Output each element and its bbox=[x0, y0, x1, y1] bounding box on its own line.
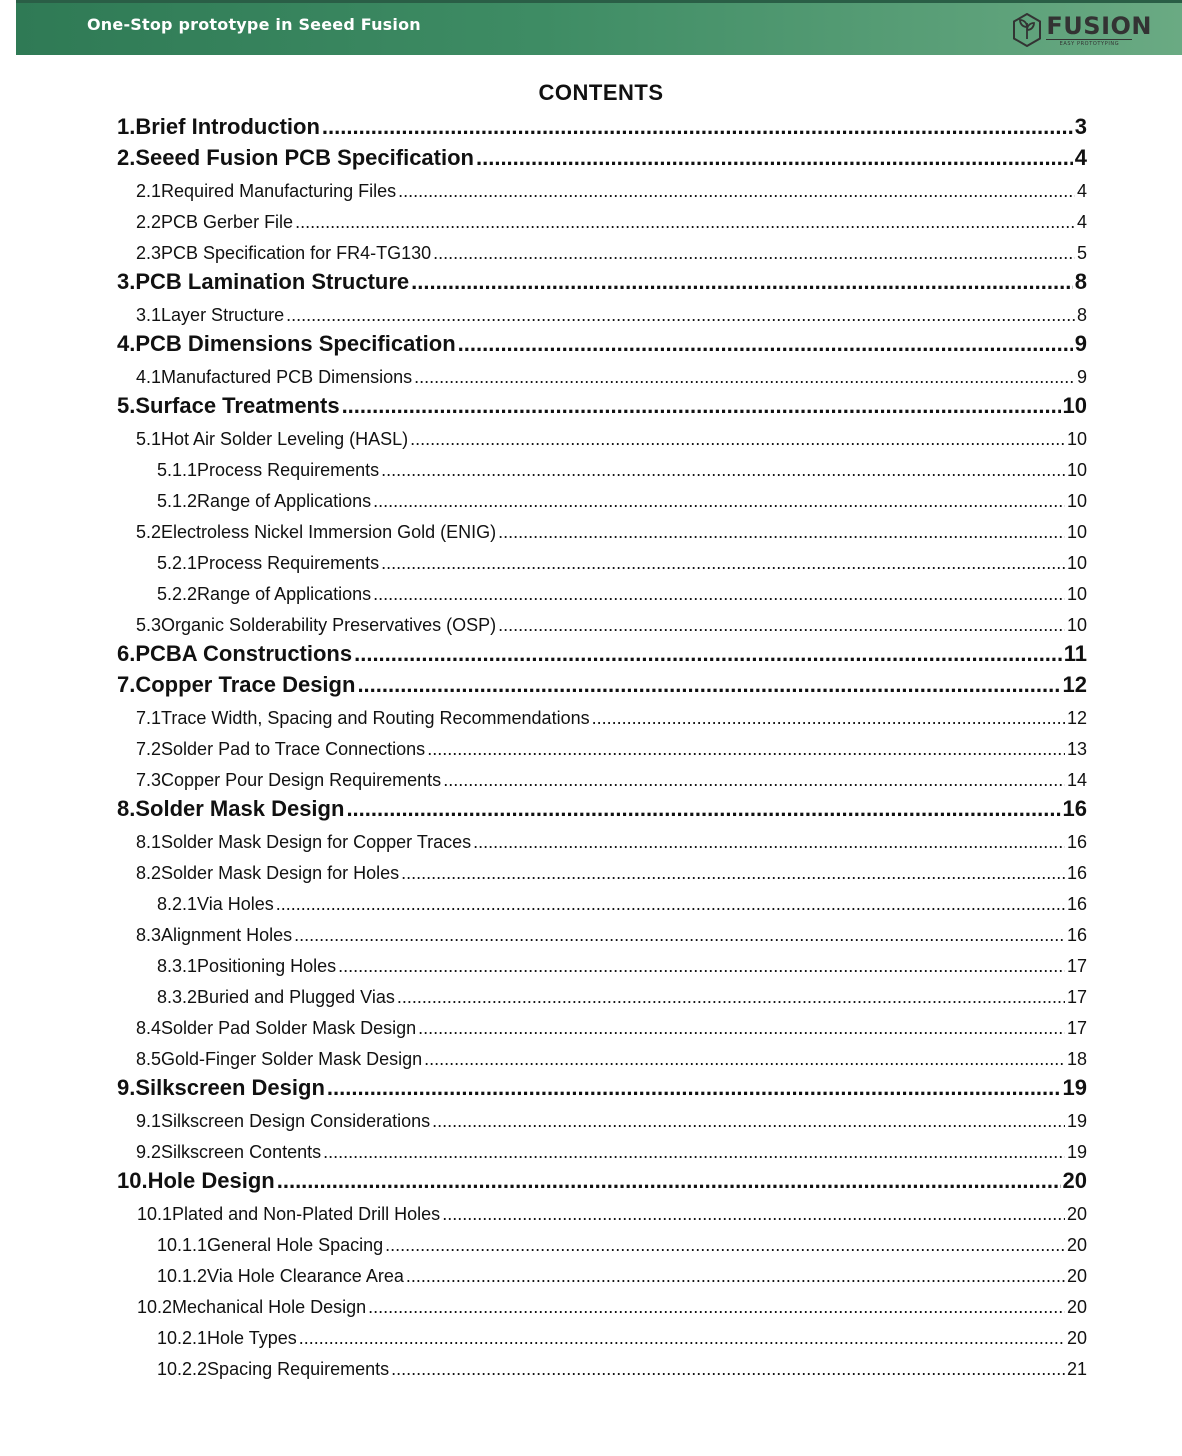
toc-entry-page: 20 bbox=[1062, 1168, 1087, 1193]
toc-dot-leader bbox=[410, 429, 1065, 450]
toc-entry-number: 8.4 bbox=[136, 1018, 162, 1038]
toc-entry[interactable] bbox=[0, 854, 1087, 884]
toc-dot-leader bbox=[443, 770, 1065, 791]
toc-entry-page: 16 bbox=[1066, 832, 1087, 852]
toc-entry-title: Range of Applications bbox=[197, 584, 372, 604]
toc-dot-leader bbox=[427, 739, 1065, 760]
toc-entry-number: 6. bbox=[117, 641, 136, 666]
toc-entry-number: 5.1 bbox=[136, 429, 162, 449]
toc-dot-leader bbox=[368, 1297, 1065, 1318]
toc-entry-number: 5.2.1 bbox=[157, 553, 198, 573]
toc-entry-title: Solder Pad Solder Mask Design bbox=[161, 1018, 417, 1038]
toc-dot-leader bbox=[381, 553, 1065, 574]
toc-entry[interactable] bbox=[0, 1350, 1087, 1380]
toc-entry[interactable] bbox=[0, 575, 1087, 605]
toc-entry-page: 20 bbox=[1066, 1297, 1087, 1317]
toc-entry-page: 20 bbox=[1066, 1266, 1087, 1286]
toc-entry[interactable] bbox=[0, 1133, 1087, 1163]
toc-dot-leader bbox=[276, 894, 1065, 915]
toc-entry-page: 19 bbox=[1066, 1111, 1087, 1131]
toc-dot-leader bbox=[373, 491, 1065, 512]
toc-entry[interactable] bbox=[0, 1319, 1087, 1349]
toc-entry-title: PCBA Constructions bbox=[135, 641, 353, 666]
toc-entry-page: 10 bbox=[1066, 615, 1087, 635]
logo-word: FUSION bbox=[1046, 11, 1152, 40]
toc-entry-page: 20 bbox=[1066, 1235, 1087, 1255]
toc-entry-number: 10. bbox=[117, 1168, 148, 1193]
toc-entry[interactable] bbox=[0, 699, 1087, 729]
toc-entry-title: Solder Pad to Trace Connections bbox=[161, 739, 426, 759]
toc-entry-page: 4 bbox=[1076, 181, 1087, 201]
toc-entry-title: Brief Introduction bbox=[135, 114, 320, 139]
toc-entry-number: 8. bbox=[117, 796, 136, 821]
toc-entry-number: 9.2 bbox=[136, 1142, 162, 1162]
toc-entry-page: 17 bbox=[1066, 956, 1087, 976]
toc-entry-page: 11 bbox=[1063, 641, 1087, 666]
toc-entry[interactable] bbox=[0, 358, 1087, 388]
logo-subtitle: EASY PROTOTYPING bbox=[1046, 39, 1132, 47]
contents-heading: CONTENTS bbox=[538, 80, 664, 105]
toc-dot-leader bbox=[406, 1266, 1065, 1287]
toc-entry-page: 18 bbox=[1066, 1049, 1087, 1069]
toc-entry-page: 13 bbox=[1066, 739, 1087, 759]
toc-entry-number: 3.1 bbox=[136, 305, 162, 325]
toc-entry-title: Gold-Finger Solder Mask Design bbox=[161, 1049, 423, 1069]
toc-entry-title: Electroless Nickel Immersion Gold (ENIG) bbox=[161, 522, 497, 542]
toc-entry[interactable] bbox=[0, 420, 1087, 450]
toc-entry-page: 12 bbox=[1066, 708, 1087, 728]
toc-dot-leader bbox=[391, 1359, 1065, 1380]
toc-entry[interactable] bbox=[0, 1009, 1087, 1039]
toc-entry-title: Seeed Fusion PCB Specification bbox=[135, 145, 474, 170]
toc-entry-title: Solder Mask Design for Holes bbox=[161, 863, 400, 883]
toc-entry-page: 9 bbox=[1076, 367, 1087, 387]
toc-entry-page: 21 bbox=[1066, 1359, 1087, 1379]
toc-entry[interactable] bbox=[0, 327, 1087, 357]
toc-entry-title: Silkscreen Design Considerations bbox=[161, 1111, 431, 1131]
toc-entry-number: 8.2 bbox=[136, 863, 162, 883]
toc-entry-page: 8 bbox=[1074, 269, 1087, 294]
toc-entry[interactable] bbox=[0, 978, 1087, 1008]
toc-entry[interactable] bbox=[0, 1071, 1087, 1101]
toc-entry-title: General Hole Spacing bbox=[207, 1235, 384, 1255]
toc-entry-page: 4 bbox=[1076, 212, 1087, 232]
toc-dot-leader bbox=[458, 331, 1073, 357]
toc-entry-number: 4.1 bbox=[136, 367, 162, 387]
toc-dot-leader bbox=[381, 460, 1065, 481]
toc-entry[interactable] bbox=[0, 389, 1087, 419]
toc-entry-number: 5.3 bbox=[136, 615, 162, 635]
toc-entry-page: 4 bbox=[1074, 145, 1087, 170]
toc-entry-title: Buried and Plugged Vias bbox=[197, 987, 395, 1007]
toc-entry[interactable] bbox=[0, 1226, 1087, 1256]
toc-entry-number: 8.3.2 bbox=[157, 987, 198, 1007]
toc-entry[interactable] bbox=[0, 637, 1087, 667]
toc-entry-page: 10 bbox=[1066, 553, 1087, 573]
toc-entry-title: PCB Dimensions Specification bbox=[135, 331, 456, 356]
toc-dot-leader bbox=[433, 243, 1075, 264]
toc-entry-page: 10 bbox=[1066, 429, 1087, 449]
toc-entry-page: 19 bbox=[1062, 1075, 1087, 1100]
toc-entry[interactable] bbox=[0, 265, 1087, 295]
toc-entry-title: Required Manufacturing Files bbox=[161, 181, 397, 201]
toc-entry[interactable] bbox=[0, 792, 1087, 822]
toc-dot-leader bbox=[357, 672, 1060, 698]
header-title: One-Stop prototype in Seeed Fusion bbox=[87, 15, 421, 34]
toc-entry[interactable] bbox=[0, 1195, 1087, 1225]
toc-entry-title: Hole Types bbox=[207, 1328, 297, 1348]
toc-dot-leader bbox=[323, 1142, 1065, 1163]
toc-entry-page: 10 bbox=[1062, 393, 1087, 418]
toc-entry-page: 10 bbox=[1066, 460, 1087, 480]
toc-entry-page: 8 bbox=[1076, 305, 1087, 325]
toc-entry[interactable] bbox=[0, 1040, 1087, 1070]
toc-dot-leader bbox=[327, 1075, 1061, 1101]
toc-entry[interactable] bbox=[0, 451, 1087, 481]
toc-dot-leader bbox=[338, 956, 1065, 977]
toc-entry[interactable] bbox=[0, 482, 1087, 512]
toc-entry-page: 17 bbox=[1066, 1018, 1087, 1038]
toc-entry[interactable] bbox=[0, 544, 1087, 574]
toc-entry-title: Copper Trace Design bbox=[135, 672, 356, 697]
toc-entry-page: 9 bbox=[1074, 331, 1087, 356]
toc-entry-number: 1. bbox=[117, 114, 136, 139]
toc-entry-number: 5.2.2 bbox=[157, 584, 198, 604]
toc-entry-title: Silkscreen Design bbox=[135, 1075, 325, 1100]
toc-entry-number: 2. bbox=[117, 145, 136, 170]
toc-dot-leader bbox=[414, 367, 1075, 388]
toc-entry-page: 14 bbox=[1066, 770, 1087, 790]
toc-entry-title: Process Requirements bbox=[197, 553, 380, 573]
toc-entry[interactable] bbox=[0, 1288, 1087, 1318]
toc-entry-number: 7.2 bbox=[136, 739, 162, 759]
toc-entry-title: Process Requirements bbox=[197, 460, 380, 480]
toc-entry-number: 10.1 bbox=[137, 1204, 173, 1224]
toc-dot-leader bbox=[295, 212, 1075, 233]
toc-entry-title: Mechanical Hole Design bbox=[172, 1297, 367, 1317]
toc-entry[interactable] bbox=[0, 823, 1087, 853]
toc-entry-title: Positioning Holes bbox=[197, 956, 337, 976]
toc-dot-leader bbox=[322, 114, 1073, 140]
toc-entry-title: Silkscreen Contents bbox=[161, 1142, 322, 1162]
toc-entry-title: PCB Gerber File bbox=[161, 212, 294, 232]
toc-entry-title: Solder Mask Design bbox=[135, 796, 345, 821]
toc-entry[interactable] bbox=[0, 947, 1087, 977]
toc-entry-number: 8.2.1 bbox=[157, 894, 198, 914]
toc-entry-number: 3. bbox=[117, 269, 136, 294]
toc-dot-leader bbox=[398, 181, 1075, 202]
toc-dot-leader bbox=[424, 1049, 1065, 1070]
toc-dot-leader bbox=[346, 796, 1060, 822]
toc-entry[interactable] bbox=[0, 1257, 1087, 1287]
toc-dot-leader bbox=[498, 615, 1065, 636]
toc-entry-title: PCB Lamination Structure bbox=[135, 269, 410, 294]
toc-dot-leader bbox=[397, 987, 1065, 1008]
toc-entry[interactable] bbox=[0, 110, 1087, 140]
toc-entry-title: Via Hole Clearance Area bbox=[207, 1266, 404, 1286]
toc-entry[interactable] bbox=[0, 1164, 1087, 1194]
toc-entry-number: 2.1 bbox=[136, 181, 162, 201]
toc-entry-number: 10.2 bbox=[137, 1297, 173, 1317]
toc-entry-number: 2.2 bbox=[136, 212, 162, 232]
toc-entry-page: 16 bbox=[1066, 894, 1087, 914]
toc-dot-leader bbox=[286, 305, 1075, 326]
toc-entry[interactable] bbox=[0, 885, 1087, 915]
toc-dot-leader bbox=[385, 1235, 1065, 1256]
toc-entry-page: 10 bbox=[1066, 584, 1087, 604]
toc-entry-number: 5.2 bbox=[136, 522, 162, 542]
toc-entry-number: 4. bbox=[117, 331, 136, 356]
toc-entry-title: Hot Air Solder Leveling (HASL) bbox=[161, 429, 409, 449]
toc-entry-page: 3 bbox=[1074, 114, 1087, 139]
toc-entry[interactable] bbox=[0, 761, 1087, 791]
toc-dot-leader bbox=[476, 145, 1073, 171]
toc-entry-title: Organic Solderability Preservatives (OSP) bbox=[161, 615, 497, 635]
toc-entry[interactable] bbox=[0, 513, 1087, 543]
toc-entry-number: 7. bbox=[117, 672, 136, 697]
toc-entry-page: 20 bbox=[1066, 1328, 1087, 1348]
toc-entry-page: 10 bbox=[1066, 491, 1087, 511]
toc-entry-number: 9.1 bbox=[136, 1111, 162, 1131]
toc-entry-title: Layer Structure bbox=[161, 305, 285, 325]
toc-dot-leader bbox=[401, 863, 1065, 884]
toc-entry[interactable] bbox=[0, 141, 1087, 171]
toc-dot-leader bbox=[411, 269, 1073, 295]
toc-dot-leader bbox=[498, 522, 1065, 543]
toc-entry-page: 16 bbox=[1066, 863, 1087, 883]
toc-dot-leader bbox=[277, 1168, 1061, 1194]
toc-dot-leader bbox=[294, 925, 1065, 946]
toc-entry[interactable] bbox=[0, 1102, 1087, 1132]
toc-entry-number: 10.1.1 bbox=[157, 1235, 208, 1255]
toc-dot-leader bbox=[418, 1018, 1065, 1039]
toc-entry[interactable] bbox=[0, 172, 1087, 202]
toc-entry-number: 10.2.2 bbox=[157, 1359, 208, 1379]
toc-entry-number: 8.3.1 bbox=[157, 956, 198, 976]
toc-dot-leader bbox=[432, 1111, 1065, 1132]
toc-entry[interactable] bbox=[0, 606, 1087, 636]
toc-entry-title: Manufactured PCB Dimensions bbox=[161, 367, 413, 387]
toc-entry-page: 16 bbox=[1062, 796, 1087, 821]
toc-entry-page: 19 bbox=[1066, 1142, 1087, 1162]
toc-entry[interactable] bbox=[0, 296, 1087, 326]
toc-entry-number: 10.2.1 bbox=[157, 1328, 208, 1348]
toc-entry-page: 10 bbox=[1066, 522, 1087, 542]
toc-dot-leader bbox=[592, 708, 1065, 729]
toc-entry-number: 5.1.1 bbox=[157, 460, 198, 480]
toc-entry-page: 12 bbox=[1062, 672, 1087, 697]
toc-entry-number: 2.3 bbox=[136, 243, 162, 263]
toc-entry-title: Hole Design bbox=[147, 1168, 275, 1193]
toc-dot-leader bbox=[354, 641, 1062, 667]
toc-entry-title: PCB Specification for FR4-TG130 bbox=[161, 243, 432, 263]
toc-entry[interactable] bbox=[0, 668, 1087, 698]
toc-entry-title: Alignment Holes bbox=[161, 925, 293, 945]
toc-entry-number: 10.1.2 bbox=[157, 1266, 208, 1286]
toc-entry-title: Via Holes bbox=[197, 894, 274, 914]
toc-entry-page: 5 bbox=[1076, 243, 1087, 263]
toc-entry-page: 20 bbox=[1066, 1204, 1087, 1224]
toc-entry-title: Range of Applications bbox=[197, 491, 372, 511]
toc-entry-title: Solder Mask Design for Copper Traces bbox=[161, 832, 472, 852]
toc-entry[interactable] bbox=[0, 730, 1087, 760]
toc-entry-title: Plated and Non-Plated Drill Holes bbox=[172, 1204, 441, 1224]
toc-entry-number: 5.1.2 bbox=[157, 491, 198, 511]
toc-dot-leader bbox=[342, 393, 1061, 419]
toc-dot-leader bbox=[442, 1204, 1065, 1225]
toc-entry-number: 9. bbox=[117, 1075, 136, 1100]
toc-entry-number: 5. bbox=[117, 393, 136, 418]
toc-entry-title: Trace Width, Spacing and Routing Recommendations bbox=[161, 708, 590, 728]
toc-entry-page: 17 bbox=[1066, 987, 1087, 1007]
toc-entry-title: Surface Treatments bbox=[135, 393, 340, 418]
toc-entry-page: 16 bbox=[1066, 925, 1087, 945]
toc-entry[interactable] bbox=[0, 234, 1087, 264]
toc-entry[interactable] bbox=[0, 203, 1087, 233]
toc-entry-number: 8.5 bbox=[136, 1049, 162, 1069]
toc-entry-number: 8.3 bbox=[136, 925, 162, 945]
toc-entry[interactable] bbox=[0, 916, 1087, 946]
toc-dot-leader bbox=[373, 584, 1065, 605]
toc-entry-title: Spacing Requirements bbox=[207, 1359, 390, 1379]
toc-entry-number: 8.1 bbox=[136, 832, 162, 852]
toc-dot-leader bbox=[473, 832, 1065, 853]
toc-entry-number: 7.3 bbox=[136, 770, 162, 790]
toc-entry-title: Copper Pour Design Requirements bbox=[161, 770, 442, 790]
toc-dot-leader bbox=[299, 1328, 1065, 1349]
toc-entry-number: 7.1 bbox=[136, 708, 162, 728]
